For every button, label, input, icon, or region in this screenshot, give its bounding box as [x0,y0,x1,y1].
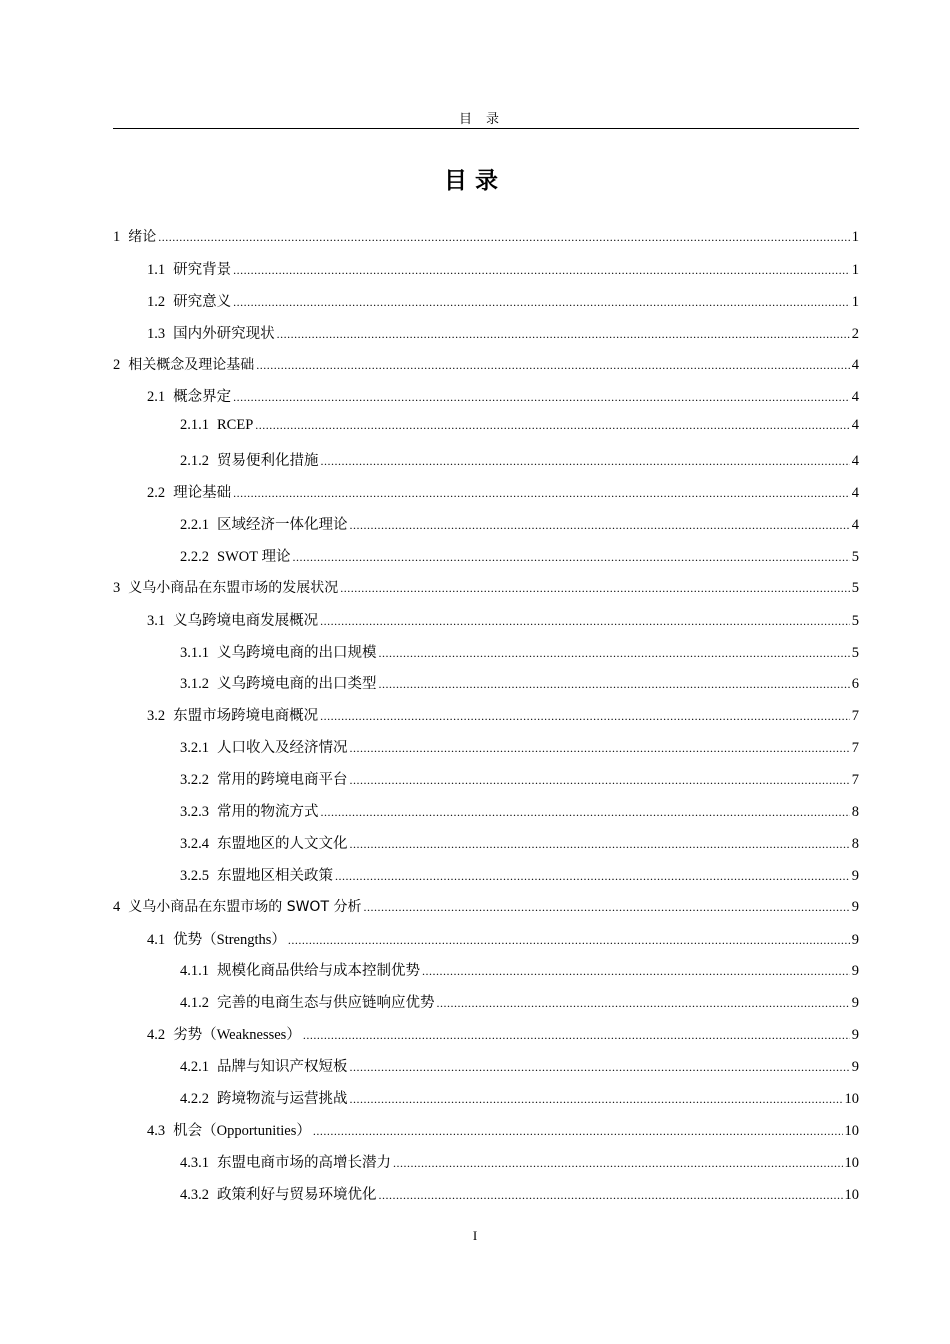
dot-leader [363,900,849,915]
dot-leader [292,550,849,565]
dot-leader [379,677,850,692]
dot-leader [256,358,850,373]
toc-entry-title: 政策利好与贸易环境优化 [217,1186,377,1203]
toc-entry-page: 5 [851,644,859,661]
toc-entry-number: 3.1.1 [180,644,209,661]
toc-entry-page: 7 [851,708,859,725]
dot-leader [350,741,850,756]
toc-entry-number: 3.1 [147,612,166,629]
toc-entry[interactable] [113,545,859,577]
toc-entry-number: 2.1.1 [180,417,209,434]
toc-entry-number: 1.1 [147,261,166,278]
toc-entry-number: 4.1.1 [180,963,209,980]
toc-entry-number: 4.3 [147,1122,166,1139]
toc-entry[interactable] [113,417,859,449]
toc-entry-title: 义乌小商品在东盟市场的发展状况 [128,579,339,596]
dot-leader [321,805,850,820]
toc-entry-page: 4 [851,356,859,373]
dot-leader [313,1124,843,1139]
toc-entry-page: 5 [851,612,859,629]
toc-entry-title: 机会（Opportunities） [173,1122,311,1139]
toc-entry-number: 2.1.2 [180,453,209,470]
toc-entry-title: 绪论 [128,229,157,245]
toc-entry[interactable] [113,959,859,991]
toc-entry[interactable] [113,577,859,609]
dot-leader [288,933,850,948]
toc-entry-page: 8 [851,835,859,852]
dot-leader [335,869,850,884]
toc-entry-title: 研究意义 [173,293,232,310]
toc-entry-number: 4.2.2 [180,1091,209,1108]
toc-entry-title: 东盟地区的人文文化 [217,835,348,852]
toc-entry[interactable] [113,832,859,864]
toc-entry[interactable] [113,449,859,481]
toc-entry-page: 8 [851,804,859,821]
dot-leader [233,263,850,278]
toc-entry-page: 9 [851,1059,859,1076]
page-number: I [472,1228,478,1243]
toc-entry-number: 1 [113,229,121,245]
toc-entry-title: 区域经济一体化理论 [217,517,348,534]
toc-entry-title: 义乌跨境电商的出口规模 [217,644,377,661]
toc-entry[interactable] [113,928,859,960]
toc-entry-number: 4.2 [147,1027,166,1044]
toc-entry-page: 5 [851,548,859,565]
toc-entry-title: 跨境物流与运营挑战 [217,1091,348,1108]
toc-entry-page: 10 [844,1122,859,1139]
toc-entry-title: 东盟市场跨境电商概况 [173,708,319,725]
toc-entry-page: 9 [851,867,859,884]
toc-entry-number: 4.2.1 [180,1059,209,1076]
toc-entry[interactable] [113,896,859,928]
dot-leader [320,614,850,629]
toc-entry-page: 2 [851,325,859,342]
dot-leader [303,1028,850,1043]
dot-leader [233,486,850,501]
toc-entry-page: 10 [844,1154,859,1171]
toc-entry-title: 常用的跨境电商平台 [217,772,348,789]
toc-entry[interactable] [113,1055,859,1087]
toc-entry[interactable] [113,481,859,513]
dot-leader [233,295,850,310]
toc-entry-number: 3.2.3 [180,804,209,821]
page-title: 目录 [444,168,506,194]
toc-entry-title: 劣势（Weaknesses） [173,1027,301,1044]
dot-leader [350,1060,850,1075]
toc-entry[interactable] [113,800,859,832]
dot-leader [321,454,850,469]
toc-entry-title: 义乌小商品在东盟市场的 SWOT 分析 [128,898,362,915]
toc-entry-page: 10 [844,1091,859,1108]
toc-entry-page: 9 [851,995,859,1012]
toc-entry-number: 2.1 [147,389,166,406]
toc-entry-number: 2 [113,356,121,373]
toc-entry-page: 4 [851,453,859,470]
toc-entry-page: 9 [851,931,859,948]
toc-entry-number: 3.2.2 [180,772,209,789]
toc-entry[interactable] [113,1183,859,1215]
toc-entry-number: 3.2 [147,708,166,725]
toc-entry-number: 4.1 [147,931,166,948]
dot-leader [437,996,850,1011]
dot-leader [340,581,850,596]
toc-entry-page: 4 [851,389,859,406]
toc-entry[interactable] [113,609,859,641]
toc-entry[interactable] [113,1151,859,1183]
dot-leader [350,1092,843,1107]
toc-entry-number: 3 [113,579,121,596]
toc-entry-page: 7 [851,740,859,757]
toc-entry[interactable] [113,322,859,354]
toc-entry[interactable] [113,385,859,417]
dot-leader [320,709,850,724]
toc-entry-number: 3.1.2 [180,676,209,693]
toc-entry[interactable] [113,672,859,704]
toc-entry-page: 9 [851,898,859,915]
toc-entry[interactable] [113,704,859,736]
dot-leader [422,964,850,979]
toc-entry-title: 贸易便利化措施 [217,453,319,470]
table-of-contents [113,226,859,1215]
dot-leader [379,1188,843,1203]
toc-entry[interactable] [113,290,859,322]
toc-entry-number: 3.2.4 [180,835,209,852]
toc-entry[interactable] [113,736,859,768]
dot-leader [350,837,850,852]
toc-entry-title: 人口收入及经济情况 [217,740,348,757]
toc-entry-number: 4.3.2 [180,1186,209,1203]
toc-entry-title: 相关概念及理论基础 [128,356,255,373]
toc-entry-title: 研究背景 [173,261,232,278]
toc-entry-page: 6 [851,676,859,693]
dot-leader [393,1156,843,1171]
toc-entry[interactable] [113,768,859,800]
toc-entry[interactable] [113,1087,859,1119]
toc-entry[interactable] [113,991,859,1023]
dot-leader [350,518,850,533]
toc-entry-title: 义乌跨境电商发展概况 [173,612,319,629]
toc-entry[interactable] [113,1119,859,1151]
dot-leader [255,418,849,433]
dot-leader [350,773,850,788]
toc-entry-title: 理论基础 [173,485,232,502]
toc-entry[interactable] [113,354,859,386]
toc-entry-page: 4 [851,485,859,502]
dot-leader [233,390,850,405]
toc-entry-number: 4.3.1 [180,1154,209,1171]
toc-entry-page: 9 [851,963,859,980]
toc-entry-number: 1.2 [147,293,166,310]
toc-entry-page: 4 [851,517,859,534]
toc-entry-title: 常用的物流方式 [217,804,319,821]
toc-entry-number: 2.2.2 [180,548,209,565]
toc-entry-page: 10 [844,1186,859,1203]
dot-leader [379,646,850,661]
toc-entry[interactable] [113,226,859,258]
toc-entry[interactable] [113,1023,859,1055]
toc-entry-title: RCEP [217,417,254,434]
toc-entry-number: 4.1.2 [180,995,209,1012]
running-header: 目录 [458,111,513,126]
toc-entry-number: 2.2 [147,485,166,502]
toc-entry-title: SWOT 理论 [217,548,291,565]
toc-entry-title: 概念界定 [173,389,232,406]
toc-entry-title: 优势（Strengths） [173,931,286,948]
toc-entry-page: 5 [851,579,859,596]
toc-entry-page: 1 [851,293,859,310]
toc-entry-title: 规模化商品供给与成本控制优势 [217,963,420,980]
toc-entry-number: 2.2.1 [180,517,209,534]
toc-entry-page: 9 [851,1027,859,1044]
dot-leader [277,327,850,342]
toc-entry-number: 3.2.1 [180,740,209,757]
toc-entry-title: 品牌与知识产权短板 [217,1059,348,1076]
toc-entry-title: 完善的电商生态与供应链响应优势 [217,995,435,1012]
toc-entry[interactable] [113,864,859,896]
header-rule [113,128,859,129]
toc-entry-title: 义乌跨境电商的出口类型 [217,676,377,693]
toc-entry-page: 1 [851,229,859,245]
toc-entry-page: 4 [851,417,859,434]
toc-entry-page: 7 [851,772,859,789]
toc-entry-number: 4 [113,898,121,915]
toc-entry-page: 1 [851,261,859,278]
toc-entry[interactable] [113,258,859,290]
toc-entry-title: 国内外研究现状 [173,325,275,342]
dot-leader [158,230,850,245]
toc-entry[interactable] [113,513,859,545]
toc-entry[interactable] [113,641,859,673]
toc-entry-number: 3.2.5 [180,867,209,884]
toc-entry-title: 东盟地区相关政策 [217,867,333,884]
toc-entry-title: 东盟电商市场的高增长潜力 [217,1154,391,1171]
toc-entry-number: 1.3 [147,325,166,342]
